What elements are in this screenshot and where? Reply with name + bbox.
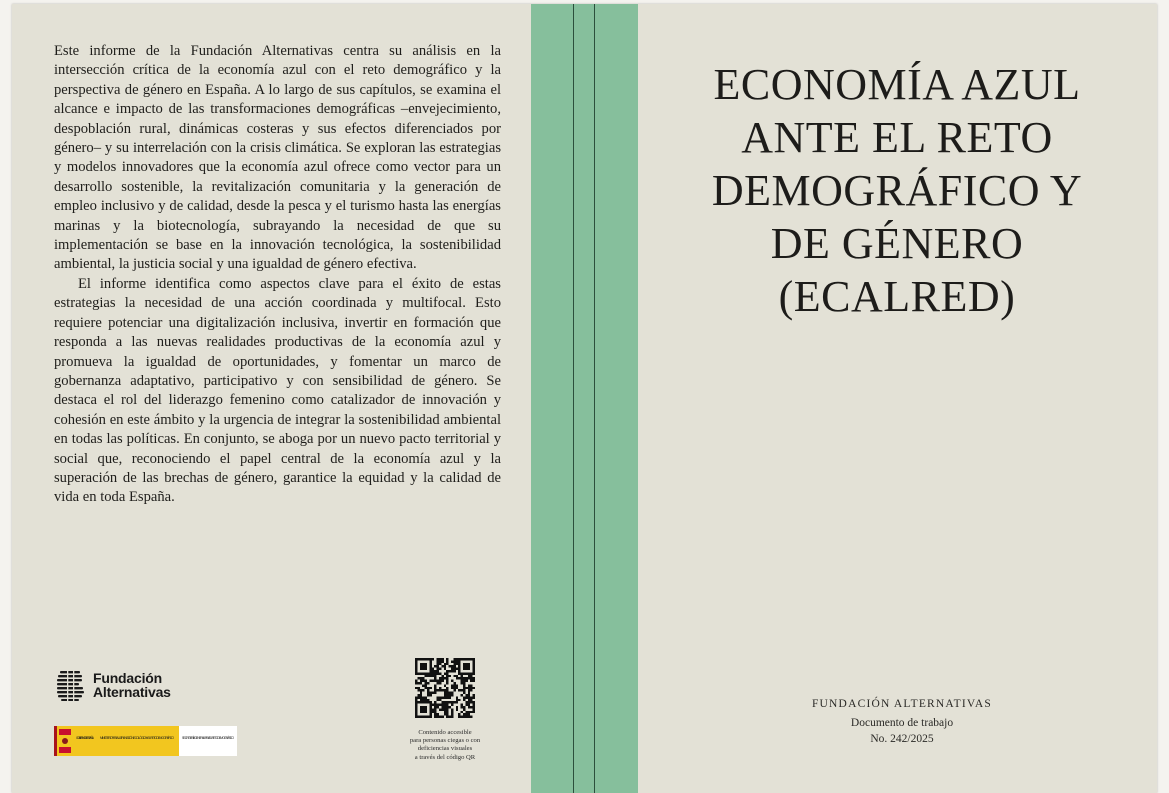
qr-caption-line1: Contenido accesible [418, 729, 472, 736]
title-line-5: (ECALRED) [778, 272, 1016, 321]
qr-caption-line3: deficiencias visuales [417, 745, 473, 753]
publisher-name: FUNDACIÓN ALTERNATIVAS [811, 698, 993, 710]
document-type: Documento de trabajo [850, 717, 954, 729]
title-line-3: DEMOGRÁFICO Y [711, 166, 1083, 215]
fundacion-alternativas-logo [54, 668, 171, 702]
spine-fold-line [594, 4, 595, 793]
title-line-4: DE GÉNERO [770, 219, 1024, 268]
back-cover-summary [54, 42, 501, 508]
title-line-1: ECONOMÍA AZUL [713, 60, 1081, 109]
qr-caption-line2: para personas ciegas o con [409, 737, 481, 745]
fundacion-alternativas-mark-icon [54, 668, 88, 702]
front-cover-title [672, 58, 1122, 323]
gov-logo-govt-text: GOBIERNO DE ESPAÑA [76, 736, 94, 740]
book-cover-spread [12, 4, 1157, 793]
logo-text-line2: Alternativas [93, 684, 171, 700]
gobierno-de-espana-logo [54, 726, 237, 756]
spine-fold-line [573, 4, 574, 793]
qr-caption-line4: a través del código QR [414, 753, 476, 761]
gov-logo-secretariat-text: SECRETARÍA GENERAL PARA EL RETO DEMOGRÁFICO [182, 736, 235, 740]
front-cover-footer [772, 696, 1032, 747]
qr-code-icon[interactable] [415, 658, 475, 718]
gov-logo-ministry-text: MINISTERIO PARA LA TRANSICIÓN ECOLÓGICA Y EL RETO DEMOGRÁFICO [100, 736, 174, 740]
document-number: No. 242/2025 [870, 733, 934, 745]
qr-block [402, 658, 488, 762]
logo-text-line1: Fundación [93, 670, 162, 686]
book-spine [531, 4, 638, 793]
title-line-2: ANTE EL RETO [741, 113, 1053, 162]
qr-caption [402, 729, 488, 762]
summary-paragraph-2: El informe identifica como aspectos clave para el éxito de estas estrategias la necesidad de una acción coordinada y multifocal. Esto requiere potenciar una digitalización inclusiva, invertir en formación que responda a las nuevas realidades productivas de la economía azul y promueva la igualdad de oportunidades, y fomentar un marco de gobernanza adaptativo, participativo y con sensibilidad de género. Se destaca el rol del liderazgo femenino como catalizador de innovación y cohesión en este ámbito y la urgencia de integrar la sostenibilidad ambiental en todas las políticas. En conjunto, se aboga por un nuevo pacto territorial y social que, reconociendo el papel central de la economía azul y la superación de las brechas de género, garantice la equidad y la calidad de vida en toda España. [54, 275, 501, 506]
summary-paragraph-1: Este informe de la Fundación Alternativas centra su análisis en la intersección crítica de la economía azul con el reto demográfico y la perspectiva de género en España. A lo largo de sus capítulos, se examina el alcance e impacto de las transformaciones demográficas –envejecimiento, despoblación rural, dinámicas costeras y sus efectos diferenciados por género– y su interrelación con la crisis climática. Se exploran las estrategias y modelos innovadores que la economía azul ofrece como vector para un desarrollo sostenible, la revitalización comunitaria y la generación de empleo inclusivo y de calidad, desde la pesca y el turismo hasta las energías marinas y la biotecnología, subrayando la necesidad de que su implementación se base en la innovación tecnológica, la sostenibilidad ambiental, la justicia social y una igualdad de género efectiva. [54, 43, 501, 273]
